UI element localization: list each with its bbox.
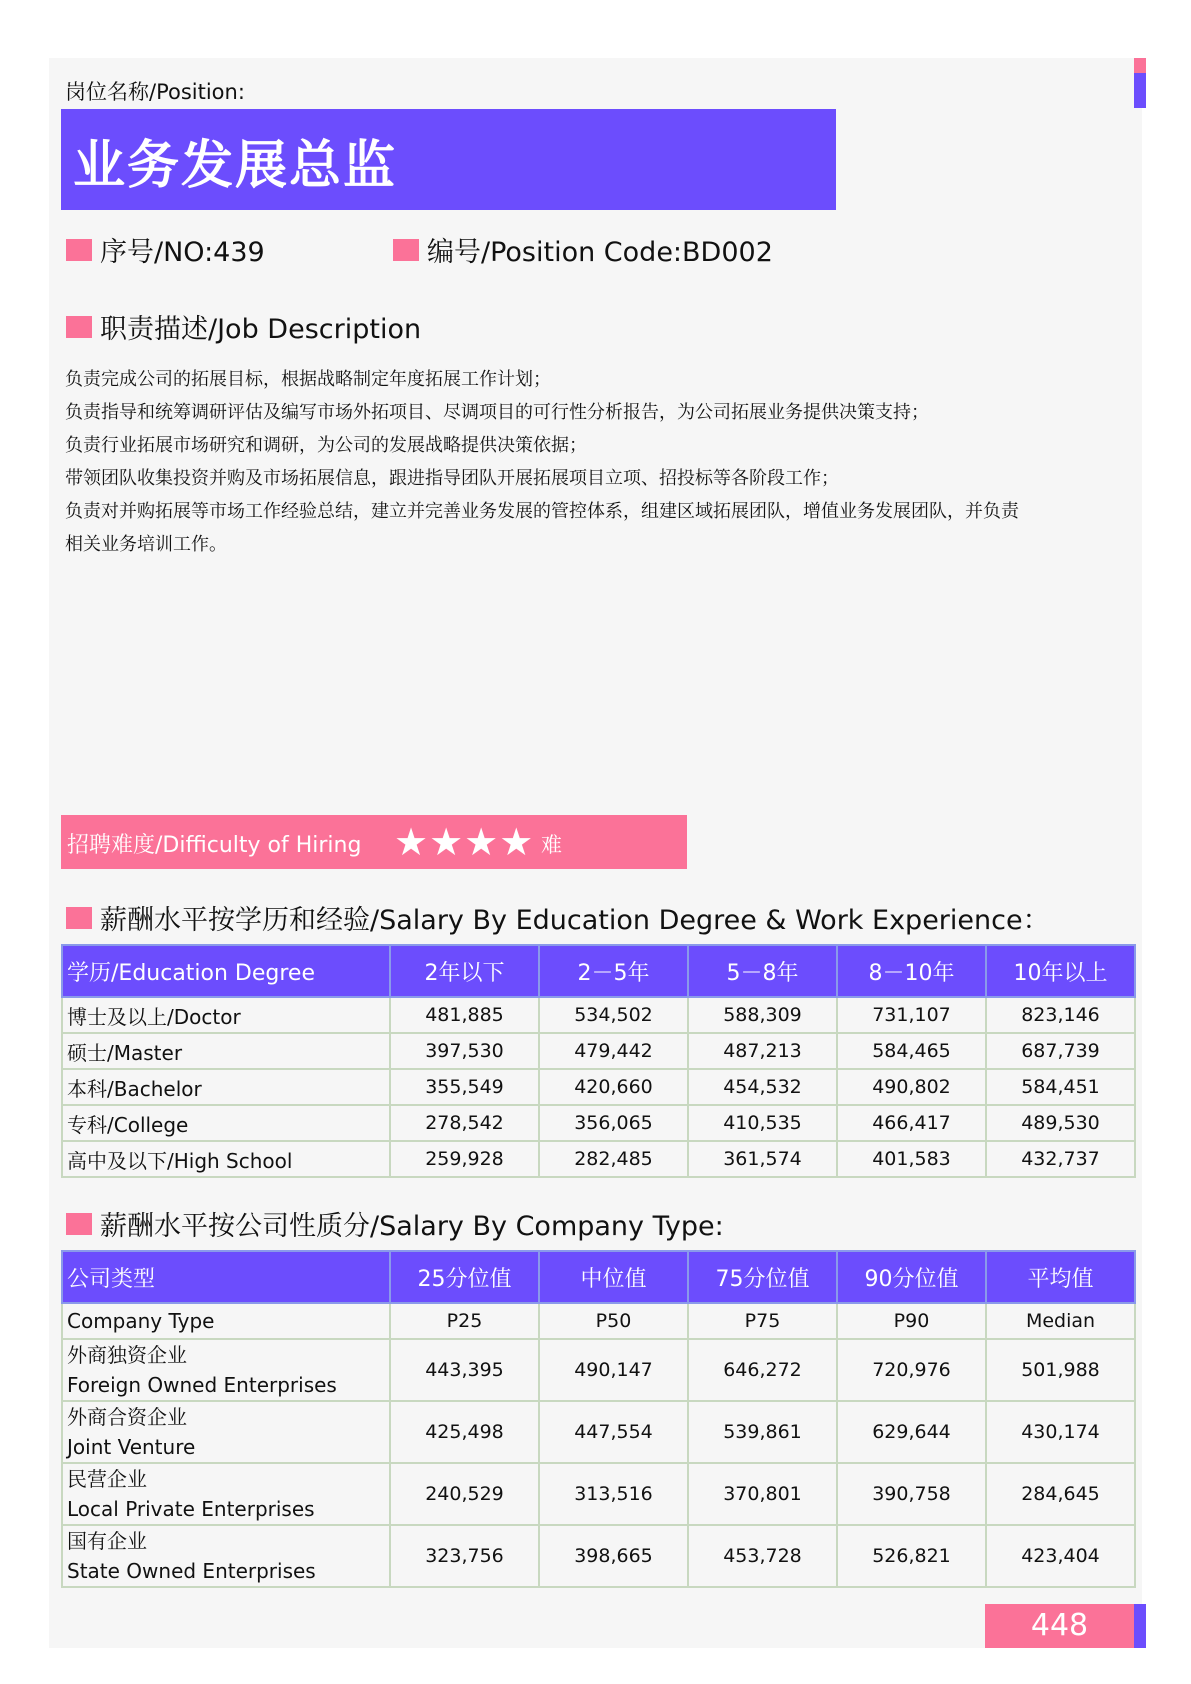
description-line: 负责指导和统筹调研评估及编写市场外拓项目、尽调项目的可行性分析报告，为公司拓展业务提供决策支持； (65, 402, 929, 423)
column-header: 8－10年 (837, 945, 986, 997)
table-cell: 240,529 (390, 1463, 539, 1525)
company-type-cn: 民营企业 (67, 1467, 147, 1491)
table-cell: 282,485 (539, 1141, 688, 1177)
education-salary-heading-text: 薪酬水平按学历和经验/Salary By Education Degree & Work Experience： (100, 905, 1050, 936)
description-line: 带领团队收集投资并购及市场拓展信息，跟进指导团队开展拓展项目立项、招投标等各阶段工作； (65, 468, 839, 489)
table-cell: 453,728 (688, 1525, 837, 1587)
position-number (66, 230, 265, 269)
column-header: 中位值 (539, 1251, 688, 1303)
table-cell: 454,532 (688, 1069, 837, 1105)
table-cell: 687,739 (986, 1033, 1135, 1069)
description-line: 负责对并购拓展等市场工作经验总结，建立并完善业务发展的管控体系，组建区域拓展团队，增值业务发展团队，并负责 (65, 501, 1019, 522)
difficulty-label: 招聘难度/Difficulty of Hiring (67, 833, 362, 858)
table-cell: 355,549 (390, 1069, 539, 1105)
company-salary-table (61, 1250, 1136, 1588)
table-cell: 534,502 (539, 997, 688, 1033)
company-type-en: Joint Venture (67, 1435, 196, 1459)
position-number-text: 序号/NO:439 (100, 237, 265, 268)
position-code-text: 编号/Position Code:BD002 (427, 237, 773, 268)
description-line: 相关业务培训工作。 (65, 534, 227, 555)
table-cell: 487,213 (688, 1033, 837, 1069)
job-description-heading (66, 307, 421, 346)
table-cell: 588,309 (688, 997, 837, 1033)
table-cell: 410,535 (688, 1105, 837, 1141)
star-rating-icon: ★★★★ (394, 820, 535, 864)
position-code (393, 230, 773, 269)
table-cell: P75 (688, 1303, 837, 1339)
table-cell: 526,821 (837, 1525, 986, 1587)
company-type-en: State Owned Enterprises (67, 1559, 316, 1583)
table-cell: 539,861 (688, 1401, 837, 1463)
table-row (62, 1105, 1135, 1141)
job-title: 业务发展总监 (73, 136, 398, 196)
column-header: 25分位值 (390, 1251, 539, 1303)
table-cell: Company Type (62, 1303, 390, 1339)
bullet-square-icon (393, 239, 419, 261)
table-cell: 489,530 (986, 1105, 1135, 1141)
page-number: 448 (985, 1604, 1134, 1648)
bullet-square-icon (66, 907, 92, 929)
table-cell: P25 (390, 1303, 539, 1339)
table-cell: 430,174 (986, 1401, 1135, 1463)
column-header: 公司类型 (62, 1251, 390, 1303)
column-header: 75分位值 (688, 1251, 837, 1303)
table-cell: 259,928 (390, 1141, 539, 1177)
table-row (62, 1525, 1135, 1587)
table-row (62, 1401, 1135, 1463)
column-header: 平均值 (986, 1251, 1135, 1303)
table-cell: Median (986, 1303, 1135, 1339)
table-cell: 466,417 (837, 1105, 986, 1141)
description-line: 负责行业拓展市场研究和调研，为公司的发展战略提供决策依据； (65, 435, 587, 456)
table-row (62, 1069, 1135, 1105)
company-type-cell (62, 1339, 390, 1401)
bullet-square-icon (66, 1213, 92, 1235)
table-header-row (62, 1251, 1135, 1303)
table-cell: 490,147 (539, 1339, 688, 1401)
table-cell: 323,756 (390, 1525, 539, 1587)
difficulty-bar (61, 815, 687, 869)
table-row (62, 997, 1135, 1033)
company-type-en: Local Private Enterprises (67, 1497, 315, 1521)
job-description-heading-text: 职责描述/Job Description (100, 314, 422, 345)
company-type-cell (62, 1525, 390, 1587)
table-cell: 361,574 (688, 1141, 837, 1177)
table-cell: 432,737 (986, 1141, 1135, 1177)
bullet-square-icon (66, 239, 92, 261)
table-cell: 397,530 (390, 1033, 539, 1069)
company-salary-heading (66, 1204, 724, 1243)
table-cell: 278,542 (390, 1105, 539, 1141)
table-cell: 584,465 (837, 1033, 986, 1069)
table-cell: 423,404 (986, 1525, 1135, 1587)
company-salary-heading-text: 薪酬水平按公司性质分/Salary By Company Type: (100, 1211, 724, 1242)
education-salary-table (61, 944, 1136, 1178)
table-subheader-row (62, 1303, 1135, 1339)
table-cell: 313,516 (539, 1463, 688, 1525)
company-type-cell (62, 1401, 390, 1463)
column-header: 2年以下 (390, 945, 539, 997)
table-header-row (62, 945, 1135, 997)
table-cell: 584,451 (986, 1069, 1135, 1105)
company-type-cn: 国有企业 (67, 1529, 147, 1553)
job-description-text (65, 363, 1140, 561)
table-row (62, 1463, 1135, 1525)
column-header: 学历/Education Degree (62, 945, 390, 997)
table-cell: 479,442 (539, 1033, 688, 1069)
column-header: 10年以上 (986, 945, 1135, 997)
table-row (62, 1339, 1135, 1401)
table-cell: 720,976 (837, 1339, 986, 1401)
table-cell: 高中及以下/High School (62, 1141, 390, 1177)
table-cell: 629,644 (837, 1401, 986, 1463)
table-cell: 425,498 (390, 1401, 539, 1463)
company-type-cn: 外商合资企业 (67, 1405, 187, 1429)
bullet-square-icon (66, 316, 92, 338)
table-cell: 本科/Bachelor (62, 1069, 390, 1105)
table-cell: 专科/College (62, 1105, 390, 1141)
page-number-accent-bar (1134, 1604, 1146, 1648)
education-salary-heading (66, 898, 1050, 937)
table-cell: 硕士/Master (62, 1033, 390, 1069)
column-header: 5－8年 (688, 945, 837, 997)
difficulty-value: 难 (541, 833, 562, 857)
table-cell: 390,758 (837, 1463, 986, 1525)
table-cell: 420,660 (539, 1069, 688, 1105)
title-banner (61, 109, 836, 210)
table-cell: 398,665 (539, 1525, 688, 1587)
description-line: 负责完成公司的拓展目标，根据战略制定年度拓展工作计划； (65, 369, 551, 390)
company-type-cell (62, 1463, 390, 1525)
corner-accent-pink (1134, 58, 1146, 73)
column-header: 90分位值 (837, 1251, 986, 1303)
table-cell: 443,395 (390, 1339, 539, 1401)
company-type-cn: 外商独资企业 (67, 1343, 187, 1367)
table-cell: P50 (539, 1303, 688, 1339)
table-cell: 646,272 (688, 1339, 837, 1401)
table-cell: 481,885 (390, 997, 539, 1033)
table-cell: 501,988 (986, 1339, 1135, 1401)
table-cell: P90 (837, 1303, 986, 1339)
table-cell: 284,645 (986, 1463, 1135, 1525)
company-type-en: Foreign Owned Enterprises (67, 1373, 337, 1397)
table-cell: 370,801 (688, 1463, 837, 1525)
position-label: 岗位名称/Position: (65, 80, 245, 104)
table-row (62, 1033, 1135, 1069)
column-header: 2－5年 (539, 945, 688, 997)
table-cell: 401,583 (837, 1141, 986, 1177)
table-cell: 823,146 (986, 997, 1135, 1033)
table-cell: 356,065 (539, 1105, 688, 1141)
table-cell: 731,107 (837, 997, 986, 1033)
table-row (62, 1141, 1135, 1177)
table-cell: 490,802 (837, 1069, 986, 1105)
table-cell: 博士及以上/Doctor (62, 997, 390, 1033)
table-cell: 447,554 (539, 1401, 688, 1463)
